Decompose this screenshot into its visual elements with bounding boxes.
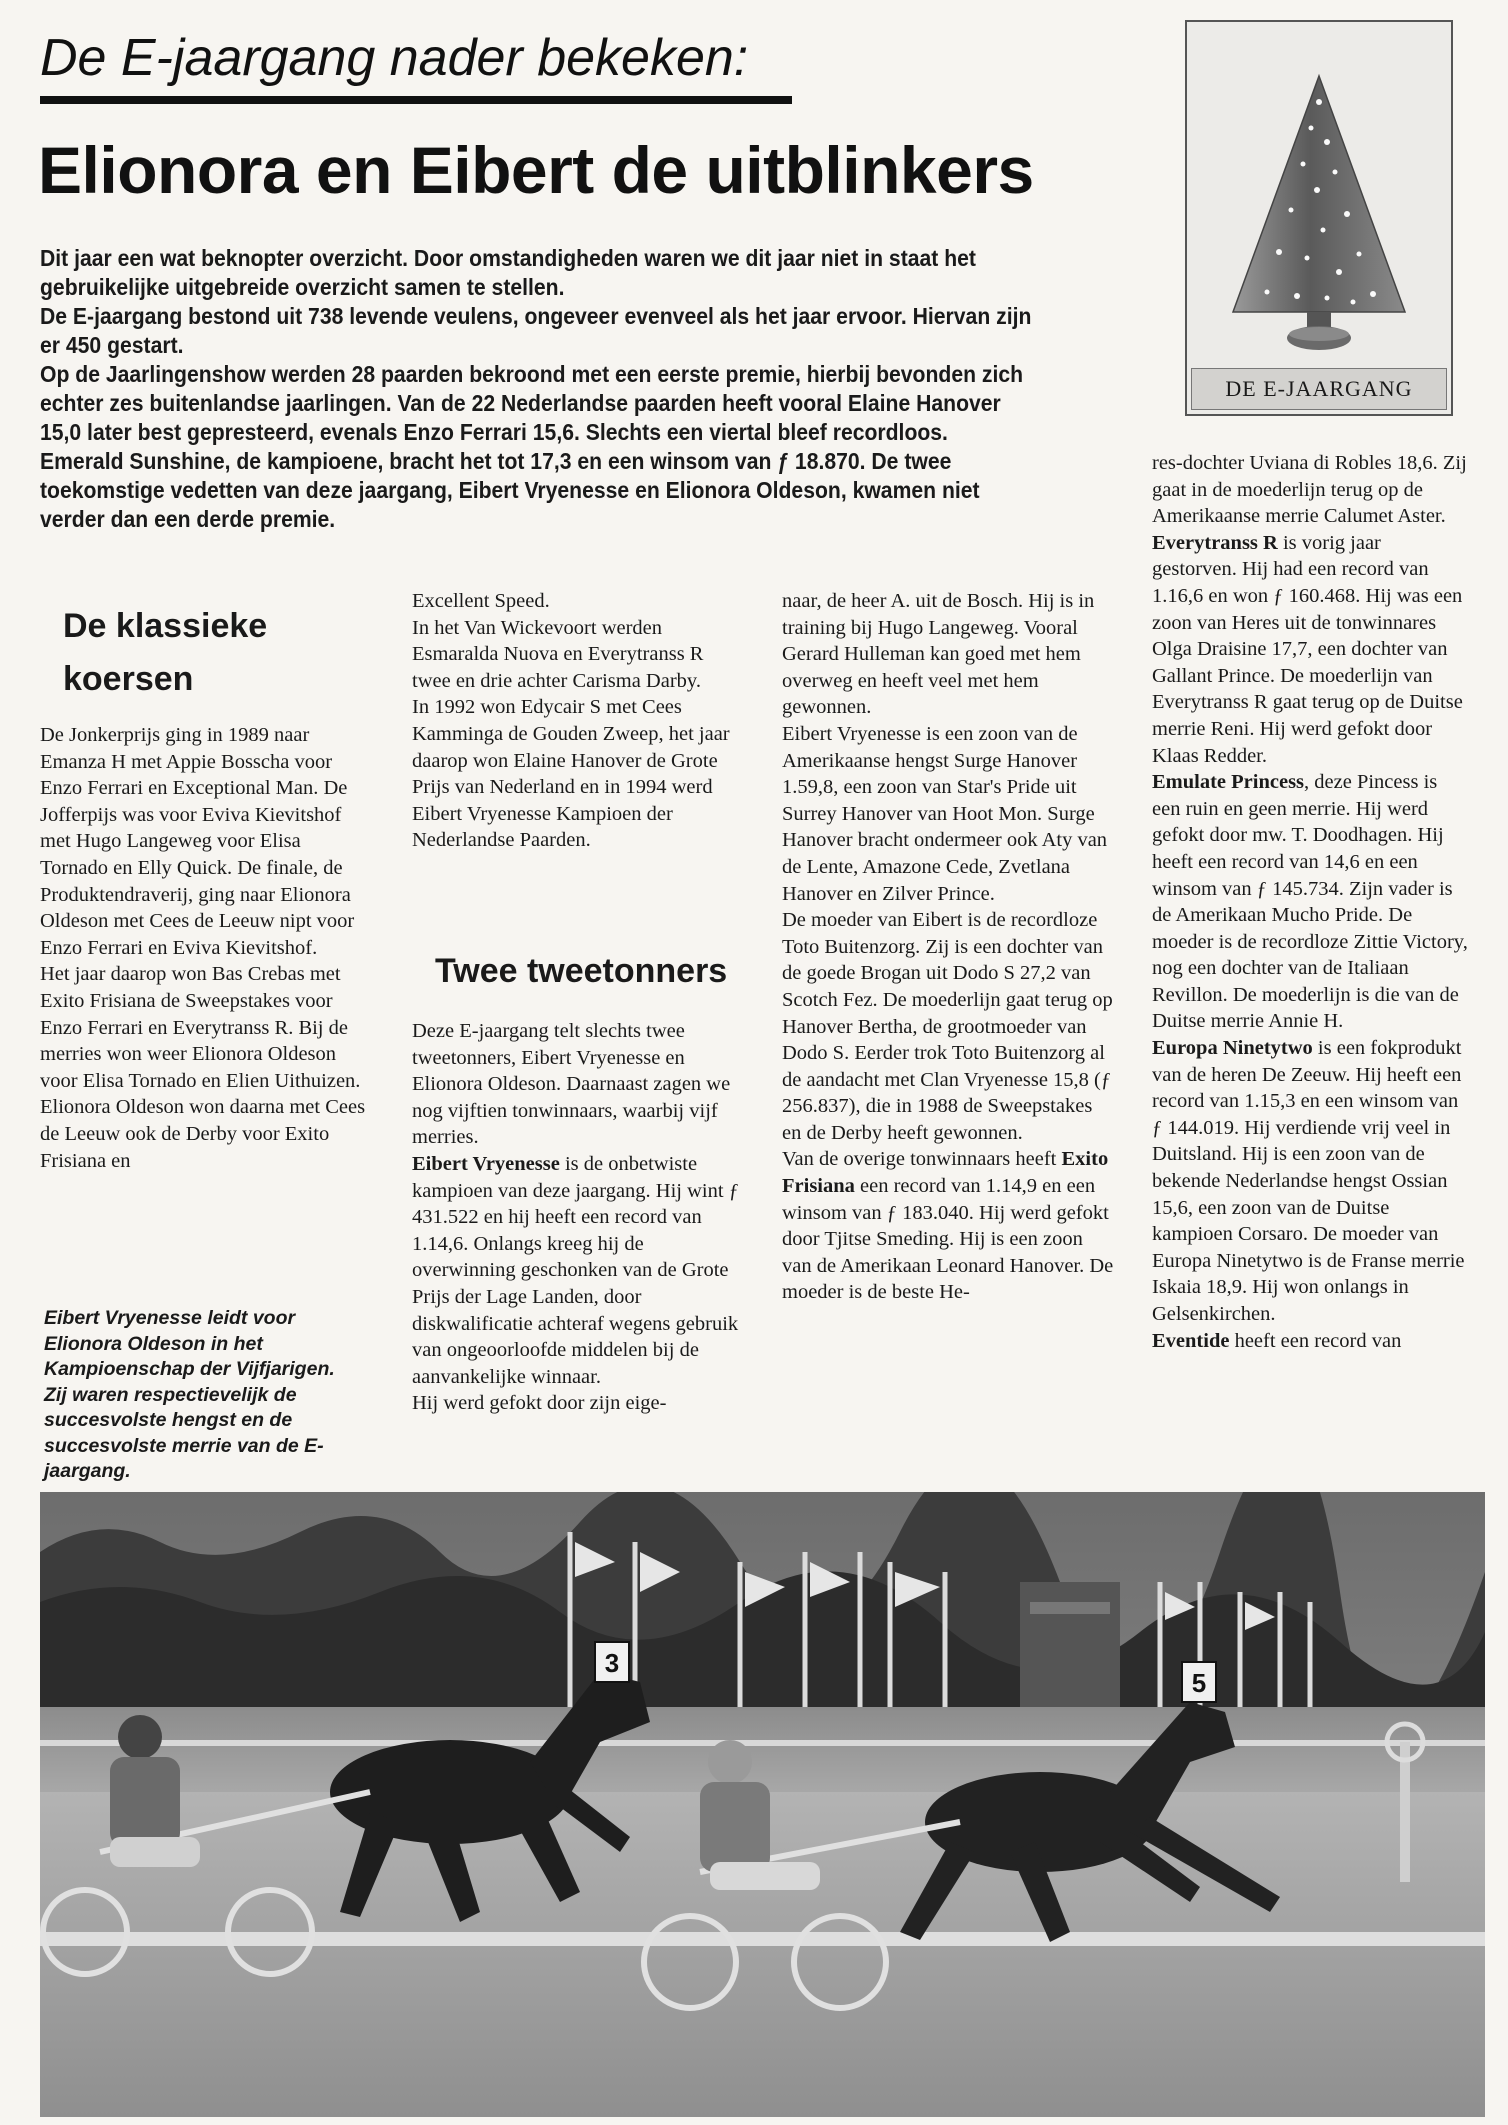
paragraph-text: is een fokprodukt van de heren De Zeeuw. Hij heeft een record van 1.15,3 en een winsom van ƒ 144.019. Hij verdiende vrij veel in Duitsland. Hij is een zoon van de bekende Nederlandse hengst Ossian 15,6, een zoon van de Duitse kampioen Corsaro. De moeder van Europa Ninetytwo is de Franse merrie Iskaia 18,9. Hij won onlangs in Gelsenkirchen. xyxy=(1152,1037,1465,1325)
column-4 xyxy=(1152,450,1468,1354)
paragraph: Excellent Speed. xyxy=(412,590,550,612)
paragraph-text: , deze Pincess is een ruin en geen merrie. Hij werd gefokt door mw. T. Doodhagen. Hij heeft een record van 14,6 en een winsom van ƒ 145.734. Zijn vader is de Amerikaan Mucho Pride. De moeder is de recordloze Zittie Victory, nog een dochter van de Italiaan Revillon. De moederlijn is die van de Duitse merrie Annie H. xyxy=(1152,771,1468,1033)
intro-paragraph: Op de Jaarlingenshow werden 28 paarden bekroond met een eerste premie, hierbij bevonden zich echter zes buitenlandse jaarlingen. Van de 22 Nederlandse paarden heeft vooral Elaine Hanover 15,0 later best gepresteerd, evenals Enzo Ferrari 15,6. Slechts een viertal bleef recordloos. Emerald Sunshine, de kampioene, bracht het tot 17,3 en een winsom van ƒ 18.870. De twee toekomstige vedetten van deze jaargang, Eibert Vryenesse en Elionora Oldeson, kwamen niet verder dan een derde premie. xyxy=(40,361,1024,532)
column-2b xyxy=(412,1018,744,1417)
section-heading-tweetonners: Twee tweetonners xyxy=(435,952,728,990)
paragraph xyxy=(1152,1035,1468,1328)
paragraph-text: is de onbetwiste kampioen van deze jaargang. Hij wint ƒ 431.522 en hij heeft een record van 1.14,6. Onlangs kreeg hij de overwinning geschonken van de Grote Prijs der Lage Landen, door diskwalificatie achteraf wegens gebruik van ongeoorloofde middelen bij de aanvankelijke winnaar. xyxy=(412,1152,739,1388)
two-trotting-horses-racing-photo xyxy=(40,1492,1485,2117)
paragraph: res-dochter Uviana di Robles 18,6. Zij gaat in de moederlijn terug op de Amerikaanse merrie Calumet Aster. xyxy=(1152,452,1467,528)
paragraph: In 1992 won Edycair S met Cees Kamminga de Gouden Zweep, het jaar daarop won Elaine Hanover de Grote Prijs van Nederland en in 1994 werd Eibert Vryenesse Kampioen der Nederlandse Paarden. xyxy=(412,696,730,852)
paragraph-text: heeft een record van xyxy=(1229,1329,1402,1352)
intro-lead xyxy=(40,244,1034,534)
saddle-number: 3 xyxy=(604,1648,620,1678)
horse-name: Emulate Princess xyxy=(1152,771,1305,794)
race-photo xyxy=(40,1492,1485,2117)
paragraph: In het Van Wickevoort werden Esmaralda Nuova en Everytranss R twee en drie achter Carisma Darby. xyxy=(412,616,704,692)
paragraph: De moeder van Eibert is de recordloze Toto Buitenzorg. Zij is een dochter van de goede Brogan uit Dodo S 27,2 van Scotch Fez. De moederlijn gaat terug op Hanover Bertha, de grootmoeder van Dodo S. Eerder trok Toto Buitenzorg al de aandacht met Clan Vryenesse 15,8 (ƒ 256.837), die in 1988 de Sweepstakes en de Derby heeft gewonnen. xyxy=(782,909,1113,1144)
headline: Elionora en Eibert de uitblinkers xyxy=(38,133,1034,207)
saddle-number: 5 xyxy=(1191,1668,1207,1698)
column-1 xyxy=(40,722,370,1174)
christmas-tree-illustration xyxy=(1227,72,1411,362)
paragraph xyxy=(1152,1328,1468,1355)
paragraph xyxy=(412,1151,744,1390)
sidebox-label: DE E-JAARGANG xyxy=(1191,368,1447,410)
paragraph: naar, de heer A. uit de Bosch. Hij is in training bij Hugo Langeweg. Vooral Gerard Hulleman kan goed met hem overweg en heeft veel met hem gewonnen. xyxy=(782,590,1095,719)
horse-name: Eventide xyxy=(1152,1329,1230,1352)
horse-name: Eibert Vryenesse xyxy=(412,1152,560,1175)
paragraph: Eibert Vryenesse is een zoon van de Amerikaanse hengst Surge Hanover 1.59,8, een zoon van Star's Pride uit Surrey Hanover van Hoot Mon. Surge Hanover bracht ondermeer ook Aty van de Lente, Amazone Cede, Zvetlana Hanover en Zilver Prince. xyxy=(782,722,1108,905)
paragraph xyxy=(1152,769,1468,1035)
kicker-rule xyxy=(40,96,792,104)
horse-name: Exito Frisiana xyxy=(782,1148,1109,1198)
intro-paragraph: Dit jaar een wat beknopter overzicht. Door omstandigheden waren we dit jaar niet in staat het gebruikelijke uitgebreide overzicht samen te stellen. xyxy=(40,245,976,300)
sidebar-box xyxy=(1185,20,1453,416)
column-3 xyxy=(782,588,1114,1306)
horse-name: Everytranss R xyxy=(1152,531,1278,554)
paragraph: Het jaar daarop won Bas Crebas met Exito Frisiana de Sweepstakes voor Enzo Ferrari en Everytranss R. Bij de merries won weer Elionora Oldeson voor Elisa Tornado en Elien Uithuizen. Elionora Oldeson won daarna met Cees de Leeuw ook de Derby voor Exito Frisiana en xyxy=(40,963,366,1172)
paragraph: Deze E-jaargang telt slechts twee tweetonners, Eibert Vryenesse en Elionora Oldeson. Daarnaast zagen we nog vijftien tonwinnaars, waarbij vijf merries. xyxy=(412,1020,731,1149)
horse-name: Europa Ninetytwo xyxy=(1152,1037,1313,1060)
column-2a xyxy=(412,588,744,854)
section-heading-klassieke: De klassieke koersen xyxy=(63,607,268,698)
paragraph xyxy=(1152,530,1468,769)
paragraph xyxy=(782,1146,1114,1306)
photo-caption: Eibert Vryenesse leidt voor Elionora Oldeson in het Kampioenschap der Vijfjarigen. Zij waren respectievelijk de succesvolste hengst en de succesvolste merrie van de E-jaargang. xyxy=(44,1307,335,1482)
paragraph: De Jonkerprijs ging in 1989 naar Emanza H met Appie Bosscha voor Enzo Ferrari en Exceptional Man. De Jofferpijs was voor Eviva Kievitshof met Hugo Langeweg voor Elisa Tornado en Elly Quick. De finale, de Produktendraverij, ging naar Elionora Oldeson met Cees de Leeuw nipt voor Enzo Ferrari en Eviva Kievitshof. xyxy=(40,724,355,959)
paragraph-text: is vorig jaar gestorven. Hij had een record van 1.16,6 en won ƒ 160.468. Hij was een zoon van Heres uit de tonwinnares Olga Draisine 17,7, een dochter van Gallant Prince. De moederlijn van Everytranss R gaat terug op de Duitse merrie Reni. Hij werd gefokt door Klaas Redder. xyxy=(1152,531,1463,767)
intro-paragraph: De E-jaargang bestond uit 738 levende veulens, ongeveer evenveel als het jaar ervoor. Hiervan zijn er 450 gestart. xyxy=(40,303,1032,358)
kicker: De E-jaargang nader bekeken: xyxy=(40,29,749,87)
paragraph-text: Van de overige tonwinnaars heeft xyxy=(782,1148,1062,1171)
paragraph: Hij werd gefokt door zijn eige- xyxy=(412,1392,667,1415)
paragraph-text: een record van 1.14,9 en een winsom van ƒ 183.040. Hij werd gefokt door Tjitse Smeding. Hij is een zoon van de Amerikaan Leonard Hanover. De moeder is de beste He- xyxy=(782,1175,1114,1304)
